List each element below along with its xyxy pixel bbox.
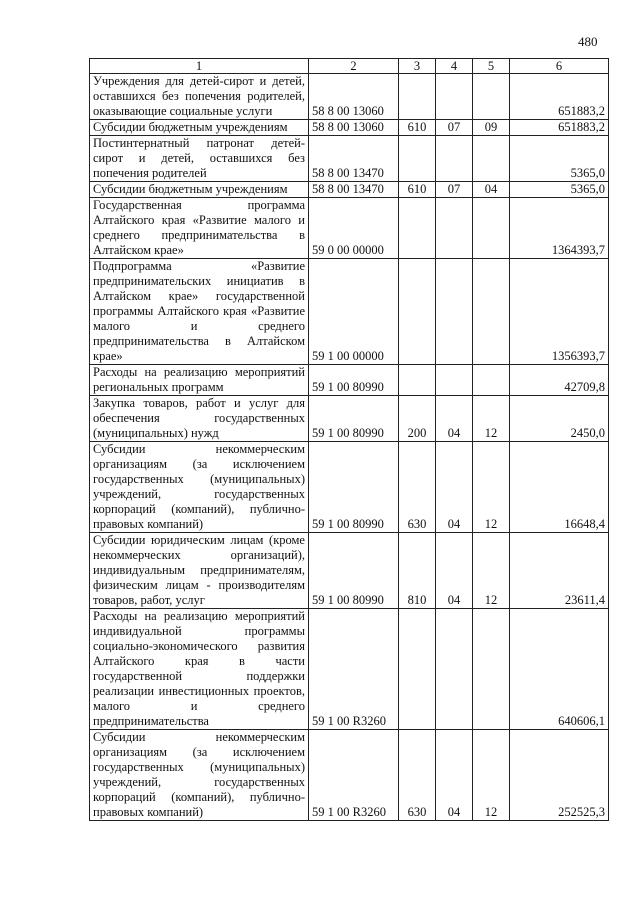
row-name: Субсидии бюджетным учреждениям	[90, 182, 309, 198]
table-row	[90, 74, 609, 120]
row-pr: 04	[473, 182, 510, 198]
row-code: 59 1 00 R3260	[309, 609, 399, 730]
row-vr	[399, 198, 436, 259]
row-vr: 610	[399, 120, 436, 136]
row-code: 58 8 00 13060	[309, 120, 399, 136]
row-vr: 810	[399, 533, 436, 609]
row-pr	[473, 198, 510, 259]
table-row	[90, 730, 609, 821]
row-name: Субсидии некоммерческим организациям (за исключением государственных (муниципальных) учреждений, государственных корпораций (компаний), публично-правовых компаний)	[90, 730, 309, 821]
header-col-3: 3	[399, 59, 436, 74]
row-pr: 12	[473, 730, 510, 821]
row-amount: 5365,0	[510, 182, 609, 198]
row-vr	[399, 259, 436, 365]
row-code: 59 1 00 80990	[309, 442, 399, 533]
table-row	[90, 182, 609, 198]
row-rz: 07	[436, 120, 473, 136]
row-name: Учреждения для детей-сирот и детей, оставшихся без попечения родителей, оказывающие социальные услуги	[90, 74, 309, 120]
row-amount: 23611,4	[510, 533, 609, 609]
row-amount: 651883,2	[510, 120, 609, 136]
row-name: Государственная программа Алтайского края «Развитие малого и среднего предпринимательства в Алтайском крае»	[90, 198, 309, 259]
row-pr	[473, 136, 510, 182]
row-vr: 630	[399, 442, 436, 533]
row-rz	[436, 365, 473, 396]
row-vr: 610	[399, 182, 436, 198]
table-row	[90, 396, 609, 442]
row-pr: 12	[473, 533, 510, 609]
row-name: Расходы на реализацию мероприятий индивидуальной программы социально-экономического развития Алтайского края в части государственной поддержки реализации инвестиционных проектов, малого и среднего предпринимательства	[90, 609, 309, 730]
row-vr	[399, 365, 436, 396]
row-rz	[436, 198, 473, 259]
row-rz: 04	[436, 730, 473, 821]
row-rz: 07	[436, 182, 473, 198]
row-amount: 42709,8	[510, 365, 609, 396]
row-name: Закупка товаров, работ и услуг для обеспечения государственных (муниципальных) нужд	[90, 396, 309, 442]
row-vr	[399, 136, 436, 182]
table-row	[90, 136, 609, 182]
table-row	[90, 609, 609, 730]
row-pr: 09	[473, 120, 510, 136]
table-row	[90, 120, 609, 136]
row-rz	[436, 74, 473, 120]
row-code: 59 1 00 80990	[309, 533, 399, 609]
row-pr	[473, 609, 510, 730]
header-col-5: 5	[473, 59, 510, 74]
row-name: Субсидии некоммерческим организациям (за исключением государственных (муниципальных) учреждений, государственных корпораций (компаний), публично-правовых компаний)	[90, 442, 309, 533]
row-name: Расходы на реализацию мероприятий региональных программ	[90, 365, 309, 396]
row-rz: 04	[436, 442, 473, 533]
row-code: 59 0 00 00000	[309, 198, 399, 259]
table-row	[90, 442, 609, 533]
row-rz: 04	[436, 533, 473, 609]
row-pr	[473, 74, 510, 120]
header-col-4: 4	[436, 59, 473, 74]
header-col-2: 2	[309, 59, 399, 74]
row-amount: 16648,4	[510, 442, 609, 533]
table-row	[90, 259, 609, 365]
header-col-6: 6	[510, 59, 609, 74]
row-vr: 630	[399, 730, 436, 821]
page-number: 480	[578, 34, 598, 49]
table-row	[90, 533, 609, 609]
row-rz	[436, 136, 473, 182]
row-name: Подпрограмма «Развитие предпринимательских инициатив в Алтайском крае» государственной программы Алтайского края «Развитие малого и среднего предпринимательства в Алтайском крае»	[90, 259, 309, 365]
row-rz: 04	[436, 396, 473, 442]
row-amount: 1364393,7	[510, 198, 609, 259]
row-code: 59 1 00 80990	[309, 396, 399, 442]
table-row	[90, 198, 609, 259]
row-pr	[473, 365, 510, 396]
row-amount: 5365,0	[510, 136, 609, 182]
row-amount: 640606,1	[510, 609, 609, 730]
row-amount: 651883,2	[510, 74, 609, 120]
row-vr	[399, 609, 436, 730]
row-rz	[436, 259, 473, 365]
row-code: 59 1 00 R3260	[309, 730, 399, 821]
row-code: 58 8 00 13470	[309, 182, 399, 198]
row-vr: 200	[399, 396, 436, 442]
row-vr	[399, 74, 436, 120]
row-pr: 12	[473, 442, 510, 533]
row-amount: 2450,0	[510, 396, 609, 442]
row-amount: 252525,3	[510, 730, 609, 821]
row-name: Постинтернатный патронат детей-сирот и детей, оставшихся без попечения родителей	[90, 136, 309, 182]
row-code: 59 1 00 00000	[309, 259, 399, 365]
row-rz	[436, 609, 473, 730]
budget-table	[89, 58, 609, 821]
row-code: 58 8 00 13060	[309, 74, 399, 120]
header-row	[90, 59, 609, 74]
header-col-1: 1	[90, 59, 309, 74]
row-amount: 1356393,7	[510, 259, 609, 365]
row-code: 59 1 00 80990	[309, 365, 399, 396]
row-code: 58 8 00 13470	[309, 136, 399, 182]
row-name: Субсидии юридическим лицам (кроме некоммерческих организаций), индивидуальным предпринимателям, физическим лицам - производителям товаров, работ, услуг	[90, 533, 309, 609]
row-pr	[473, 259, 510, 365]
table-row	[90, 365, 609, 396]
row-pr: 12	[473, 396, 510, 442]
row-name: Субсидии бюджетным учреждениям	[90, 120, 309, 136]
